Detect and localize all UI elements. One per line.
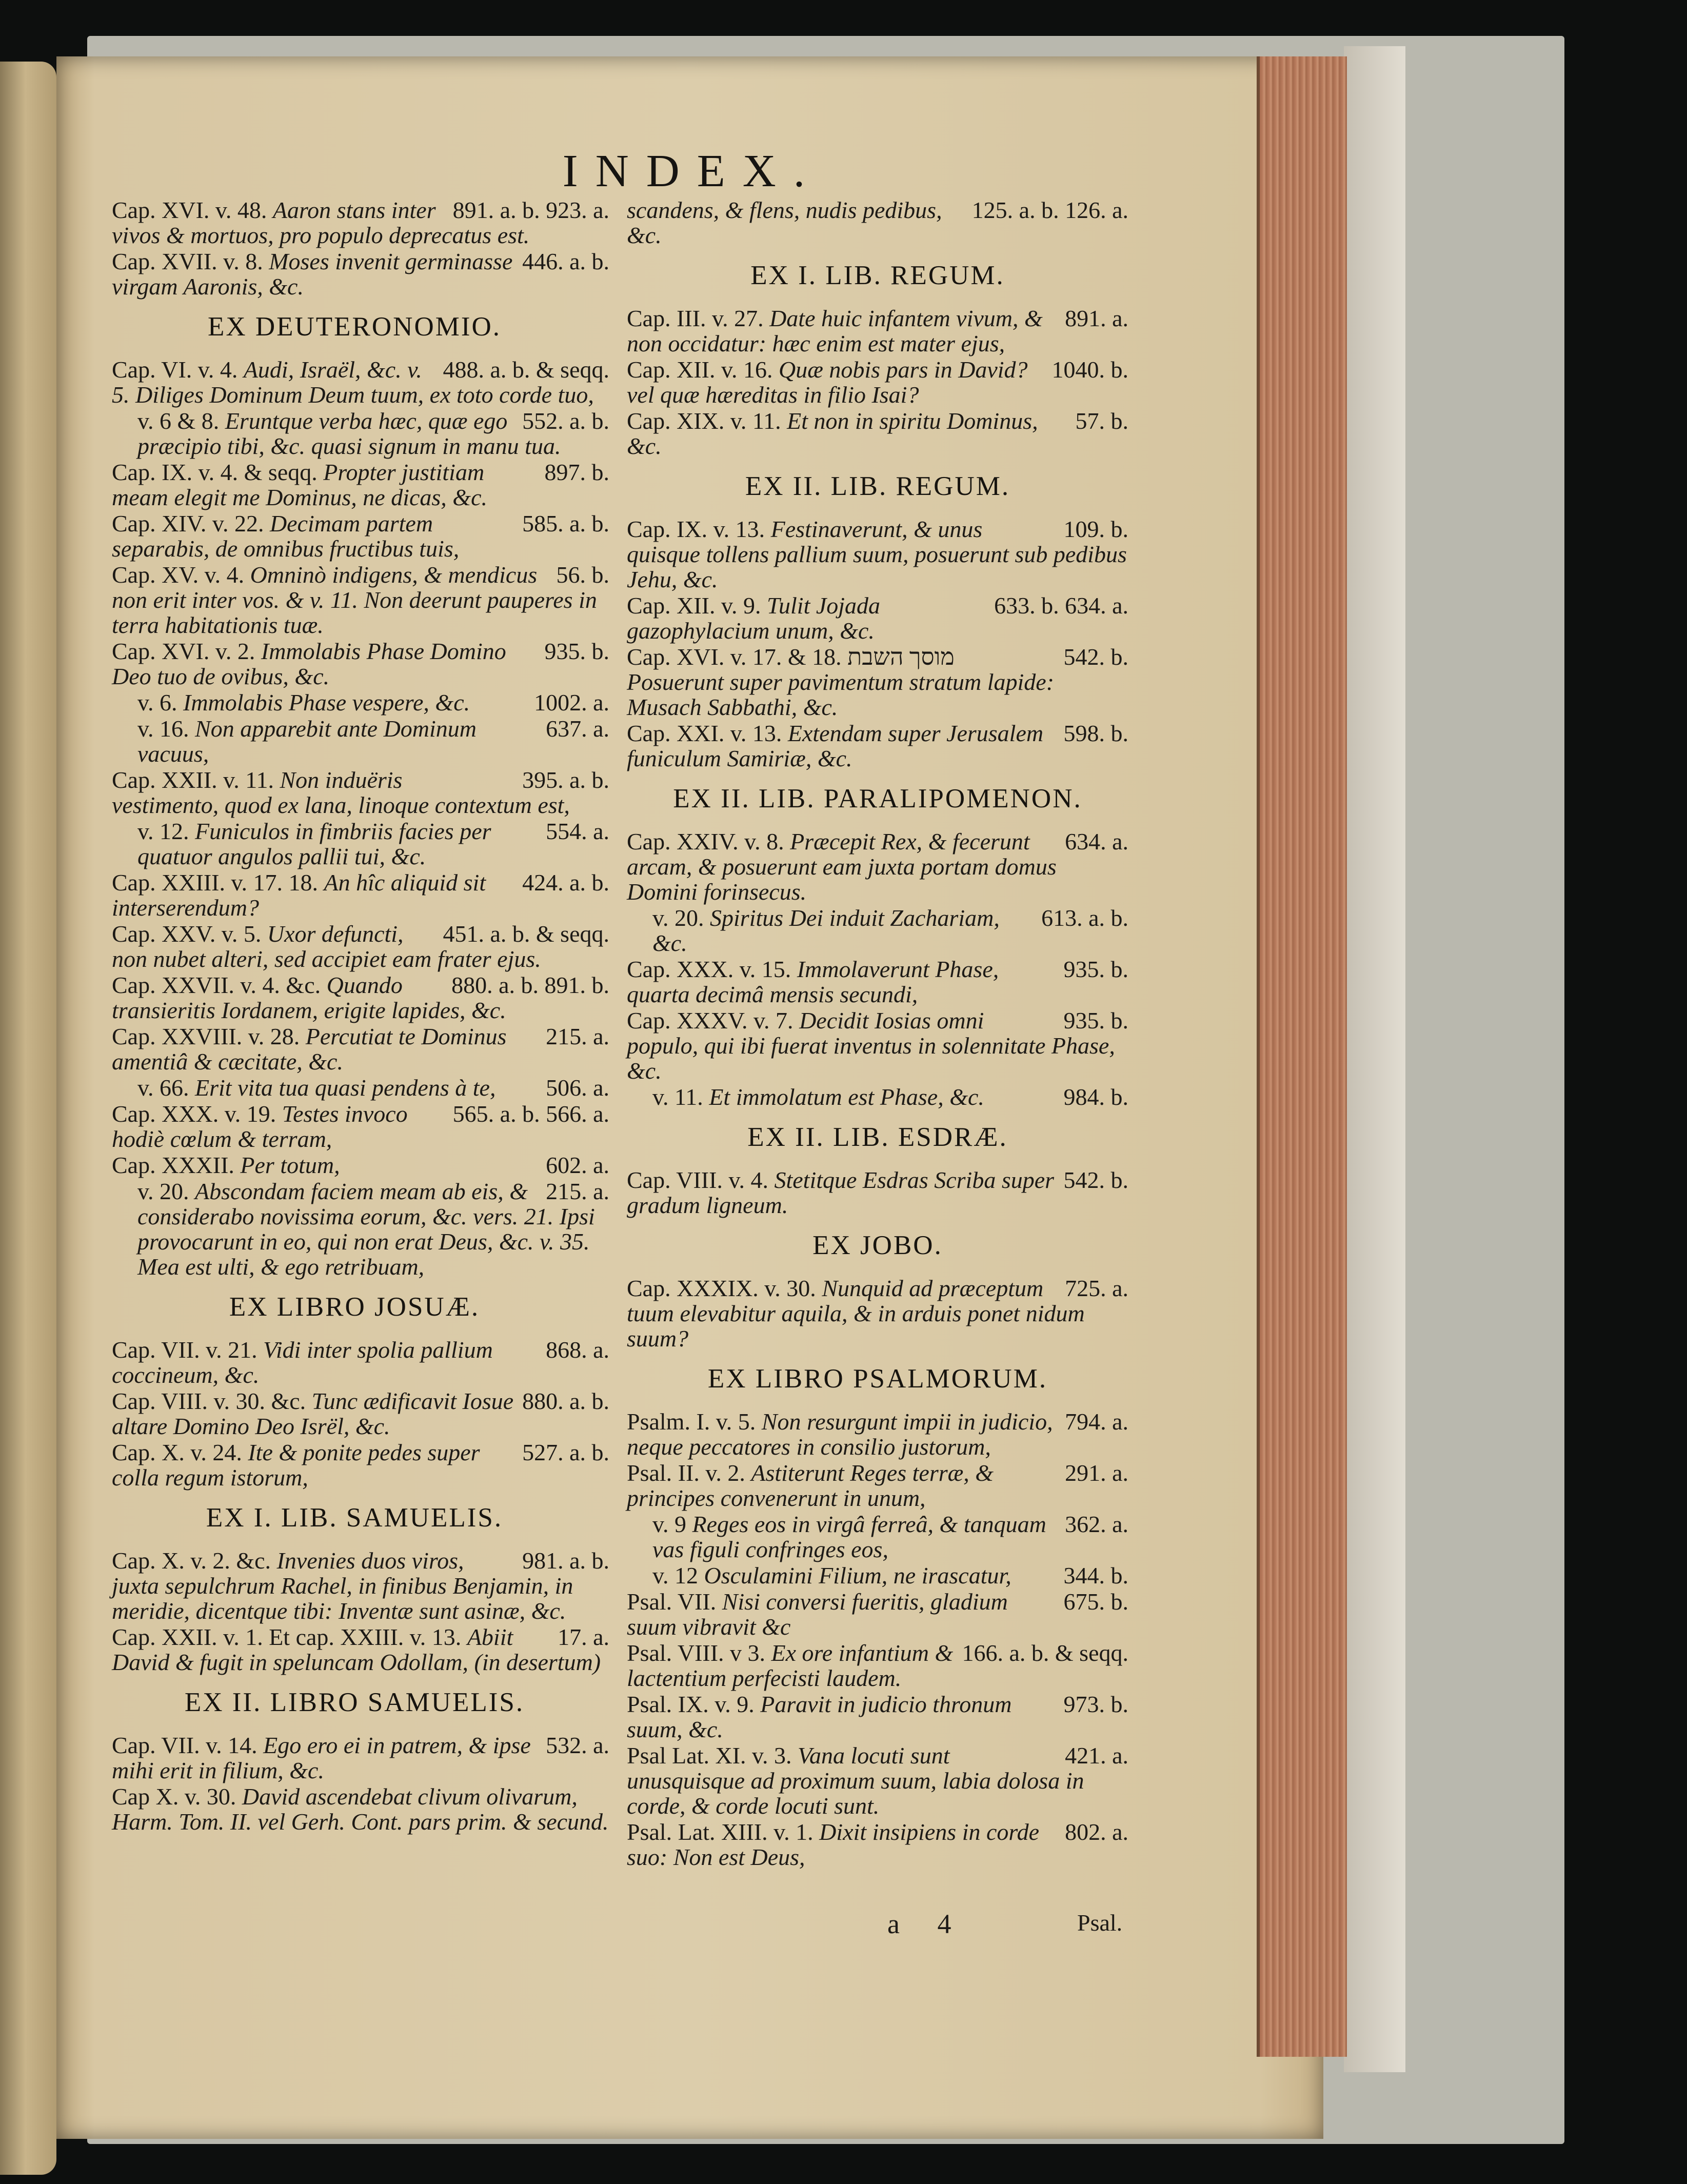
index-entry [627,1589,1128,1639]
index-entry [112,1101,609,1151]
page-reference: 532. a. [546,1732,609,1758]
page-reference: 291. a. [1065,1460,1128,1486]
entry-text: Ego ero ei in patrem, & ipse mihi erit in filium, &c. [112,1732,531,1783]
page-reference: 451. a. b. & seqq. [443,921,609,947]
chapter-verse-ref: Cap. X. v. 24. [112,1439,242,1465]
index-entry [627,408,1128,459]
index-entry [112,1024,609,1074]
index-entry [627,1460,1128,1511]
index-entry [627,1819,1128,1870]
entry-text: Extendam super Jerusalem funiculum Samiriæ, &c. [627,720,1044,771]
chapter-verse-ref: v. 12. [137,818,189,844]
page-reference: 56. b. [556,562,609,588]
page-reference: 542. b. [1063,1167,1128,1193]
page-reference: 935. b. [1063,1007,1128,1034]
index-entry [112,690,609,715]
chapter-verse-ref: v. 20. [652,905,704,931]
chapter-verse-ref: Cap. XXIII. v. 17. 18. [112,869,319,896]
page-reference: 395. a. b. [522,767,609,793]
page-reference: 1040. b. [1051,356,1128,383]
index-entry [627,593,1128,643]
chapter-verse-ref: Cap. IX. v. 13. [627,516,765,542]
index-entry [112,1784,609,1834]
chapter-verse-ref: Cap. IX. v. 4. & seqq. [112,459,317,485]
page-reference: 794. a. [1065,1408,1128,1435]
book-cover-edge [1344,46,1405,2072]
index-entry [627,721,1128,771]
page-reference: 891. a. b. 923. a. [452,197,609,223]
entry-text: Testes invoco hodiè cœlum & terram, [112,1101,408,1152]
entry-text: Et non in spiritu Dominus, &c. [627,408,1038,459]
page-reference: 634. a. [1065,828,1128,855]
entry-text: Spiritus Dei induit Zachariam, &c. [652,905,1000,956]
chapter-verse-ref: Cap. VII. v. 21. [112,1337,257,1363]
index-entry [627,197,1128,248]
chapter-verse-ref: v. 6. [137,689,177,716]
chapter-verse-ref: Cap. VIII. v. 30. &c. [112,1388,306,1414]
chapter-verse-ref: v. 16. [137,716,189,742]
chapter-verse-ref: Psal. IX. v. 9. [627,1691,755,1717]
index-entry [627,357,1128,407]
right-column [627,197,1128,1871]
entry-text: Immolabis Phase vespere, &c. [183,689,470,716]
entry-text: Vana locuti sunt unusquisque ad proximum suum, labia dolosa in corde, & corde locuti sunt. [627,1742,1084,1819]
chapter-verse-ref: Psalm. I. v. 5. [627,1408,756,1435]
chapter-verse-ref: v. 11. [652,1084,703,1110]
index-entry [627,1008,1128,1083]
left-column [112,197,609,1835]
page-reference: 554. a. [546,818,609,844]
entry-text: Nisi conversi fueritis, gladium suum vibravit &c [627,1589,1008,1640]
index-entry [112,511,609,561]
page-title: INDEX. [562,146,823,196]
entry-text: Tulit Jojada gazophylacium unum, &c. [627,592,881,644]
entry-text: Omninò indigens, & mendicus non erit inter vos. & v. 11. Non deerunt pauperes in terra habitationis tuæ. [112,562,597,638]
catchword: Psal. [1077,1910,1123,1936]
entry-text: Per totum, [240,1152,340,1178]
section-heading: EX I. LIB. REGUM. [750,261,1005,290]
chapter-verse-ref: Cap. XXXII. [112,1152,234,1178]
chapter-verse-ref: Cap. XXI. v. 13. [627,720,782,746]
entry-text: Immolabis Phase Domino Deo tuo de ovibus, &c. [112,638,506,689]
entry-text: Immolaverunt Phase, quarta decimâ mensis secundi, [627,956,999,1007]
index-entry [627,1084,1128,1109]
index-entry [627,1743,1128,1818]
chapter-verse-ref: Psal. VII. [627,1589,717,1615]
entry-text: Festinaverunt, & unus quisque tollens pallium suum, posuerunt sub pedibus Jehu, &c. [627,516,1127,592]
chapter-verse-ref: v. 6 & 8. [137,408,220,434]
page-reference: 424. a. b. [522,869,609,896]
page-reference: 984. b. [1063,1084,1128,1110]
index-entry [112,921,609,971]
page-reference: 527. a. b. [522,1439,609,1465]
entry-text: Non apparebit ante Dominum vacuus, [137,716,477,767]
chapter-verse-ref: Cap. XXX. v. 15. [627,956,791,982]
page-reference: 675. b. [1063,1589,1128,1615]
section-heading: EX LIBRO JOSUÆ. [229,1292,480,1322]
chapter-verse-ref: Cap. X. v. 2. &c. [112,1547,271,1574]
chapter-verse-ref: Cap. XXII. v. 1. Et cap. XXIII. v. 13. [112,1624,462,1650]
entry-text: Funiculos in fimbriis facies per quatuor angulos pallii tui, &c. [137,818,491,869]
index-entry [627,829,1128,904]
index-entry [112,197,609,248]
index-entry [627,1167,1128,1218]
entry-text: Audi, Israël, &c. v. 5. Diliges Dominum Deum tuum, ex toto corde tuo, [112,356,594,408]
section-heading: EX I. LIB. SAMUELIS. [206,1503,503,1533]
entry-text: Non resurgunt impii in judicio, neque peccatores in consilio justorum, [627,1408,1053,1460]
chapter-verse-ref: Cap. XVII. v. 8. [112,248,263,274]
entry-text: Stetitque Esdras Scriba super gradum ligneum. [627,1167,1055,1218]
entry-text: Osculamini Filium, ne irascatur, [704,1562,1011,1589]
page-reference: 891. a. [1065,305,1128,331]
index-entry [627,1276,1128,1351]
index-entry [112,1153,609,1178]
entry-text: Ite & ponite pedes super colla regum istorum, [112,1439,480,1491]
index-entry [627,1692,1128,1742]
chapter-verse-ref: Cap. XIX. v. 11. [627,408,781,434]
page-reference: 552. a. b. [522,408,609,434]
section-heading: EX II. LIB. PARALIPOMENON. [673,784,1082,813]
chapter-verse-ref: Cap. XVI. v. 17. & 18. מוסך השבת [627,644,955,670]
chapter-verse-ref: Cap. VII. v. 14. [112,1732,257,1758]
index-entry [627,1563,1128,1588]
entry-text: Ex ore infantium & lactentium perfecisti laudem. [627,1640,954,1691]
chapter-verse-ref: Cap. XXIV. v. 8. [627,828,784,855]
entry-text: Uxor defuncti, non nubet alteri, sed accipiet eam frater ejus. [112,921,541,972]
page-reference: 637. a. [546,716,609,742]
chapter-verse-ref: Cap. XXX. v. 19. [112,1101,276,1127]
index-entry [112,1179,609,1279]
page-reference: 421. a. [1065,1742,1128,1769]
chapter-verse-ref: Cap. XXVIII. v. 28. [112,1023,300,1049]
index-entry [112,1733,609,1783]
index-entry [112,639,609,689]
entry-text: Dixit insipiens in corde suo: Non est Deus, [627,1819,1040,1870]
entry-text: Reges eos in virgâ ferreâ, & tanquam vas figuli confringes eos, [652,1511,1046,1562]
chapter-verse-ref: v. 9 [652,1511,687,1537]
entry-text: Posuerunt super pavimentum stratum lapide: Musach Sabbathi, &c. [627,669,1055,720]
entry-text: Date huic infantem vivum, & non occidatur: hæc enim est mater ejus, [627,305,1043,356]
page-reference: 125. a. b. 126. a. [971,197,1128,223]
index-entry [112,357,609,407]
chapter-verse-ref: Cap X. v. 30. [112,1783,236,1810]
chapter-verse-ref: Cap. XVI. v. 48. [112,197,267,223]
entry-text: Astiterunt Reges terræ, & principes convenerunt in unum, [627,1460,994,1511]
page-reference: 598. b. [1063,720,1128,746]
page-edges [1257,56,1347,2057]
chapter-verse-ref: Psal. II. v. 2. [627,1460,745,1486]
section-heading: EX LIBRO PSALMORUM. [707,1364,1048,1394]
entry-text: Tunc ædificavit Iosue altare Domino Deo Isrël, &c. [112,1388,514,1439]
page-reference: 981. a. b. [522,1547,609,1574]
chapter-verse-ref: Psal. Lat. XIII. v. 1. [627,1819,813,1845]
entry-text: Non induëris vestimento, quod ex lana, linoque contextum est, [112,767,570,818]
page-reference: 166. a. b. & seqq. [962,1640,1128,1666]
index-entry [112,1388,609,1439]
chapter-verse-ref: Cap. XVI. v. 2. [112,638,255,664]
chapter-verse-ref: v. 20. [137,1178,189,1204]
chapter-verse-ref: Cap. XXXV. v. 7. [627,1007,793,1034]
page-reference: 802. a. [1065,1819,1128,1845]
chapter-verse-ref: v. 66. [137,1075,189,1101]
index-entry [112,249,609,299]
page-reference: 633. b. 634. a. [994,592,1128,619]
page-reference: 1002. a. [534,689,609,716]
index-entry [627,517,1128,592]
index-entry [112,1548,609,1623]
entry-text: Et immolatum est Phase, &c. [709,1084,984,1110]
chapter-verse-ref: Cap. XXXIX. v. 30. [627,1275,816,1301]
index-entry [112,870,609,920]
entry-text: An hîc aliquid sit interserendum? [112,869,486,921]
page-reference: 897. b. [544,459,609,485]
entry-text: Invenies duos viros, juxta sepulchrum Rachel, in finibus Benjamin, in meridie, dicentque tibi: Inventæ sunt asinæ, &c. [112,1547,573,1624]
chapter-verse-ref: Cap. XIV. v. 22. [112,510,264,537]
section-heading: EX II. LIB. REGUM. [745,471,1010,501]
entry-text: Abiit David & fugit in speluncam Odollam, (in desertum) [112,1624,601,1675]
page-reference: 973. b. [1063,1691,1128,1717]
index-entry [112,1440,609,1490]
index-entry [112,1075,609,1100]
page-reference: 542. b. [1063,644,1128,670]
index-entry [627,1409,1128,1459]
index-entry [112,562,609,638]
page-reference: 446. a. b. [522,248,609,274]
section-heading: EX II. LIBRO SAMUELIS. [184,1687,525,1717]
entry-text: Præcepit Rex, & fecerunt arcam, & posuerunt eam juxta portam domus Domini forinsecus. [627,828,1057,905]
index-entry [112,819,609,869]
chapter-verse-ref: Cap. XXII. v. 11. [112,767,274,793]
index-entry [112,716,609,766]
entry-text: Aaron stans inter vivos & mortuos, pro populo deprecatus est. [112,197,530,248]
entry-text: Percutiat te Dominus amentiâ & cæcitate, &c. [112,1023,507,1075]
chapter-verse-ref: Psal Lat. XI. v. 3. [627,1742,792,1769]
page-reference: 613. a. b. [1041,905,1128,931]
entry-text: Abscondam faciem meam ab eis, & considerabo novissima eorum, &c. vers. 21. Ipsi provocarunt in eo, qui non erat Deus, &c. v. 35. Mea est ulti, & ego retribuam, [137,1178,595,1280]
entry-text: scandens, & flens, nudis pedibus, &c. [627,197,942,248]
entry-text: Vidi inter spolia pallium coccineum, &c. [112,1337,493,1388]
previous-page-edge [0,62,56,2175]
page-reference: 488. a. b. & seqq. [443,356,609,383]
chapter-verse-ref: Cap. XV. v. 4. [112,562,245,588]
index-entry [627,644,1128,720]
signature-mark: a 4 [887,1909,967,1939]
entry-text: Propter justitiam meam elegit me Dominus, ne dicas, &c. [112,459,488,510]
page-reference: 880. a. b. 891. b. [451,972,609,998]
chapter-verse-ref: Cap. VIII. v. 4. [627,1167,768,1193]
chapter-verse-ref: Cap. XII. v. 16. [627,356,773,383]
page-reference: 109. b. [1063,516,1128,542]
chapter-verse-ref: Cap. XXV. v. 5. [112,921,262,947]
page-reference: 880. a. b. [522,1388,609,1414]
chapter-verse-ref: Cap. XII. v. 9. [627,592,761,619]
index-entry [627,306,1128,356]
chapter-verse-ref: Cap. VI. v. 4. [112,356,238,383]
index-entry [627,1640,1128,1691]
page-reference: 506. a. [546,1075,609,1101]
entry-text: Decimam partem separabis, de omnibus fructibus tuis, [112,510,460,562]
chapter-verse-ref: Psal. VIII. v 3. [627,1640,766,1666]
index-entry [627,905,1128,956]
page-reference: 344. b. [1063,1562,1128,1589]
entry-text: Moses invenit germinasse virgam Aaronis, &c. [112,248,513,300]
index-entry [112,767,609,818]
page-reference: 362. a. [1065,1511,1128,1537]
entry-text: Decidit Iosias omni populo, qui ibi fuerat inventus in solennitate Phase, &c. [627,1007,1115,1084]
index-entry [112,1337,609,1387]
entry-text: Eruntque verba hæc, quæ ego præcipio tibi, &c. quasi signum in manu tua. [137,408,561,459]
page-reference: 565. a. b. 566. a. [452,1101,609,1127]
page-reference: 17. a. [558,1624,609,1650]
entry-text: Quando transieritis Iordanem, erigite lapides, &c. [112,972,506,1023]
index-entry [112,972,609,1023]
index-entry [112,460,609,510]
section-heading: EX DEUTERONOMIO. [207,312,502,342]
chapter-verse-ref: Cap. XXVII. v. 4. &c. [112,972,321,998]
entry-text: Erit vita tua quasi pendens à te, [195,1075,496,1101]
chapter-verse-ref: v. 12 [652,1562,699,1589]
entry-text: Quæ nobis pars in David? vel quæ hæreditas in filio Isai? [627,356,1028,408]
page-reference: 935. b. [544,638,609,664]
entry-text: David ascendebat clivum olivarum, Harm. Tom. II. vel Gerh. Cont. pars prim. & secund. [112,1783,609,1835]
section-heading: EX II. LIB. ESDRÆ. [747,1122,1008,1152]
index-entry [112,408,609,459]
index-entry [627,1512,1128,1562]
page-reference: 57. b. [1075,408,1128,434]
page-reference: 935. b. [1063,956,1128,982]
page-reference: 868. a. [546,1337,609,1363]
page-reference: 215. a. [546,1178,609,1204]
section-heading: EX JOBO. [812,1230,943,1260]
page-reference: 215. a. [546,1023,609,1049]
page-reference: 585. a. b. [522,510,609,537]
page-reference: 725. a. [1065,1275,1128,1301]
entry-text: Nunquid ad præceptum tuum elevabitur aquila, & in arduis ponet nidum suum? [627,1275,1085,1352]
index-entry [112,1624,609,1675]
index-entry [627,957,1128,1007]
page-reference: 602. a. [546,1152,609,1178]
chapter-verse-ref: Cap. III. v. 27. [627,305,764,331]
entry-text: Paravit in judicio thronum suum, &c. [627,1691,1012,1742]
